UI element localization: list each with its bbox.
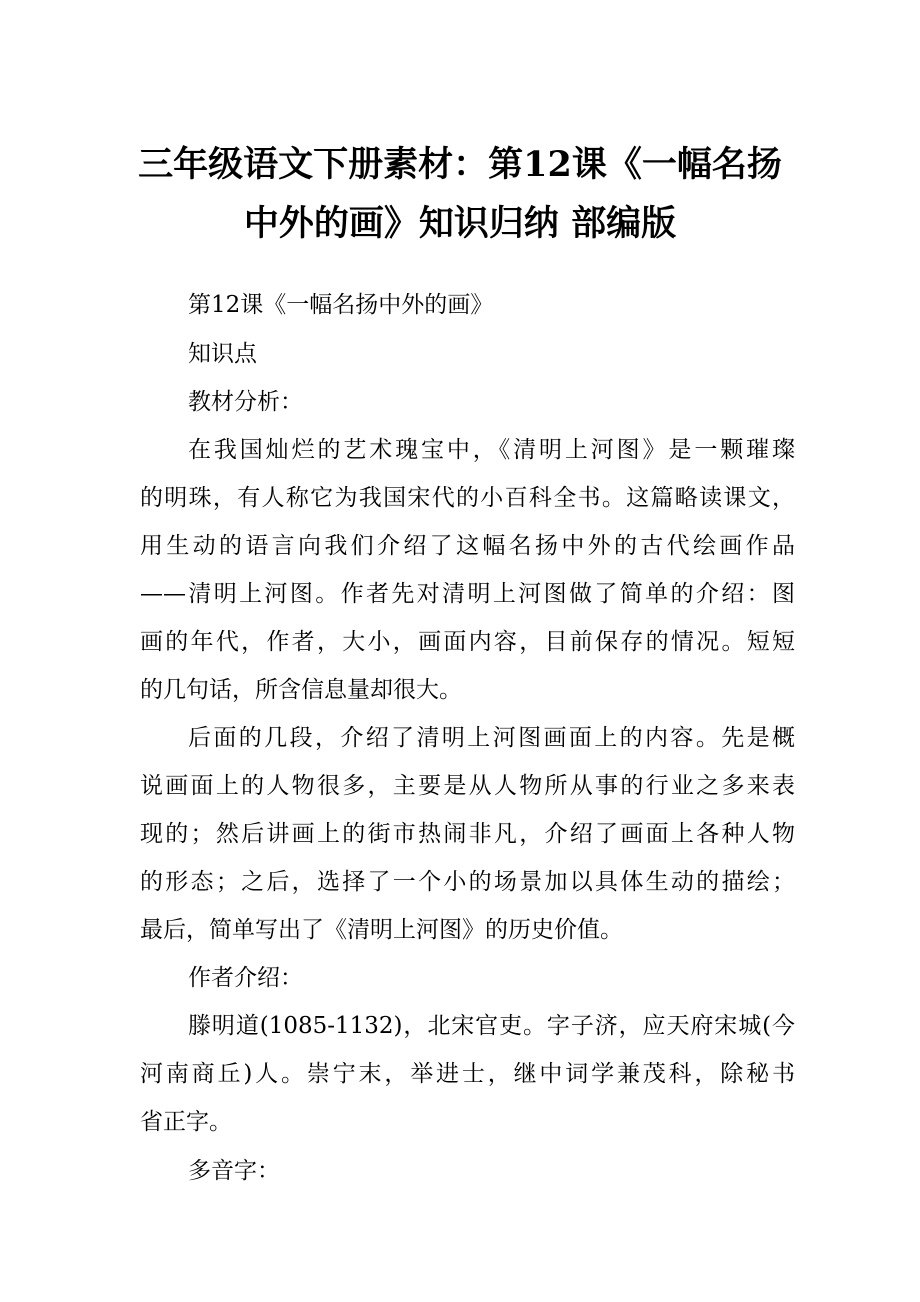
analysis-paragraph-2-line: 说画面上的人物很多，主要是从人物所从事的行业之多来表 [140, 773, 795, 799]
document-title-line-1: 三年级语文下册素材：第12课《一幅名扬 [138, 144, 782, 185]
author-paragraph-line: 河南商丘)人。崇宁末，举进士，继中词学兼茂科，除秘书 [140, 1061, 795, 1087]
author-paragraph-line: 滕明道(1085-1132)，北宋官吏。字子济，应天府宋城(今 [188, 1013, 795, 1039]
analysis-paragraph-1-line: 在我国灿烂的艺术瑰宝中，《清明上河图》是一颗璀璨 [188, 437, 795, 463]
polyphone-heading: 多音字： [188, 1158, 280, 1184]
analysis-paragraph-2-line: 现的；然后讲画上的街市热闹非凡，介绍了画面上各种人物 [140, 821, 795, 847]
analysis-paragraph-2-line: 的形态；之后，选择了一个小的场景加以具体生动的描绘； [140, 869, 795, 895]
author-heading: 作者介绍： [188, 965, 303, 991]
analysis-paragraph-1-line: 的几句话，所含信息量却很大。 [140, 677, 462, 703]
analysis-paragraph-2-line: 最后，简单写出了《清明上河图》的历史价值。 [140, 917, 623, 943]
analysis-paragraph-1-line: 用生动的语言向我们介绍了这幅名扬中外的古代绘画作品 [140, 533, 795, 559]
analysis-paragraph-1-line: 的明珠，有人称它为我国宋代的小百科全书。这篇略读课文， [140, 485, 795, 511]
lesson-heading: 第12课《一幅名扬中外的画》 [188, 292, 494, 318]
analysis-paragraph-1-line: 画的年代，作者，大小，画面内容，目前保存的情况。短短 [140, 629, 795, 655]
author-paragraph-line: 省正字。 [140, 1109, 232, 1135]
analysis-paragraph-2-line: 后面的几段，介绍了清明上河图画面上的内容。先是概 [188, 725, 795, 751]
document-title-line-2: 中外的画》知识归纳 部编版 [243, 203, 677, 244]
analysis-paragraph-1-line: ——清明上河图。作者先对清明上河图做了简单的介绍：图 [140, 581, 795, 607]
analysis-heading: 教材分析： [188, 389, 303, 415]
knowledge-heading: 知识点 [188, 341, 257, 367]
